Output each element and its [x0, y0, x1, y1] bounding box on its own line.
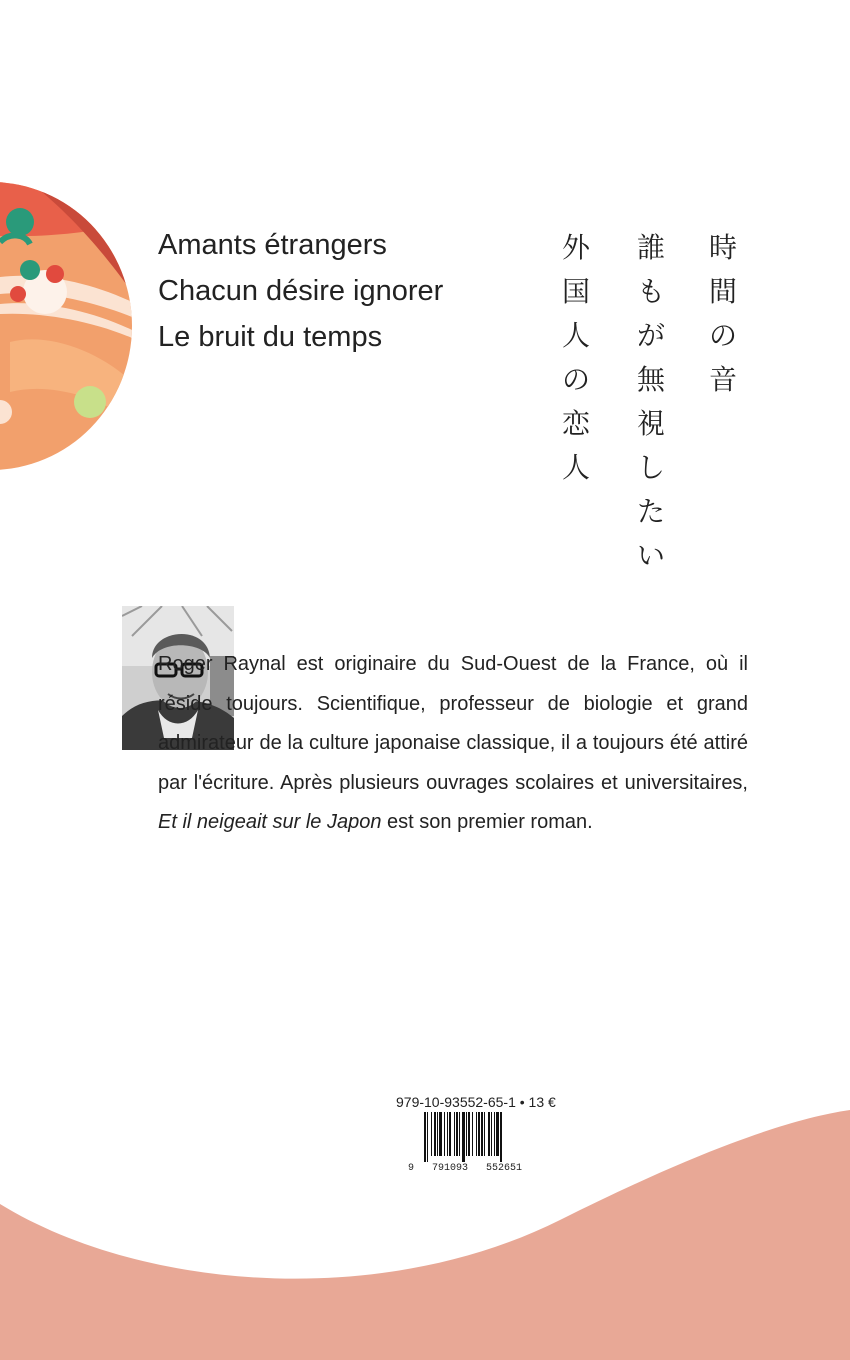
haiku-jp-char: 視 — [636, 407, 665, 440]
barcode-bar — [447, 1112, 448, 1156]
haiku-jp-char: が — [636, 319, 665, 352]
barcode-bar — [454, 1112, 455, 1156]
haiku-french — [158, 222, 443, 360]
haiku-jp-char: の — [708, 319, 737, 352]
haiku-jp-char: 外 — [561, 231, 590, 264]
haiku-jp-char: 音 — [708, 363, 737, 396]
haiku-fr-line-2: Chacun désire ignorer — [158, 275, 444, 307]
haiku-jp-char: 無 — [636, 363, 665, 396]
barcode-bar — [444, 1112, 445, 1156]
barcode-bar — [500, 1112, 502, 1162]
haiku-jp-char: い — [636, 539, 665, 572]
haiku-jp-char: 恋 — [561, 407, 590, 440]
barcode-bar — [496, 1112, 499, 1156]
barcode-bar — [456, 1112, 458, 1156]
barcode-bar — [439, 1112, 442, 1156]
barcode-bar — [488, 1112, 490, 1156]
haiku-jp-char: 時 — [708, 231, 737, 264]
haiku-jp-char: も — [636, 275, 665, 308]
bio-text: où il réside toujours. Scientifique, professeur de biologie et grand admirateur de la culture japonaise classique, il a toujours été attiré par l'écriture. Après plusieurs ouvrages scolaires et universitaires, — [158, 653, 748, 794]
haiku-jp-char: の — [561, 363, 590, 396]
haiku-fr-line-1: Amants étrangers — [158, 229, 387, 261]
barcode-bar — [466, 1112, 467, 1156]
barcode-bar — [459, 1112, 460, 1156]
barcode-bar — [449, 1112, 451, 1156]
haiku-jp-column-1 — [705, 226, 741, 402]
haiku-jp-char: 国 — [561, 275, 590, 308]
barcode-digits-right: 552651 — [486, 1163, 523, 1174]
barcode-bar — [494, 1112, 495, 1156]
haiku-fr-line-3: Le bruit du temps — [158, 321, 383, 353]
kimono-photo — [0, 182, 132, 470]
haiku-jp-char: た — [636, 495, 665, 528]
bio-end: est son premier roman. — [381, 811, 593, 833]
barcode-bars — [422, 1112, 540, 1162]
haiku-jp-char: 人 — [561, 451, 590, 484]
book-title: Et il neigeait sur le Japon — [158, 811, 382, 833]
haiku-jp-char: 間 — [708, 275, 737, 308]
barcode-bar — [431, 1112, 432, 1156]
bio-line-1: Roger Raynal est originaire du Sud-Ouest de la France, — [158, 653, 695, 675]
barcode-bar — [434, 1112, 436, 1156]
barcode-bar — [481, 1112, 483, 1156]
haiku-jp-char: 誰 — [636, 231, 665, 264]
barcode-bar — [484, 1112, 485, 1156]
barcode-bar — [424, 1112, 426, 1162]
barcode-bar — [472, 1112, 473, 1156]
haiku-jp-column-2 — [633, 226, 669, 578]
barcode-bar — [437, 1112, 438, 1156]
barcode-bar — [462, 1112, 465, 1162]
barcode-bar — [468, 1112, 470, 1156]
author-bio — [158, 645, 748, 843]
barcode-bar — [427, 1112, 428, 1162]
barcode-digit-lead: 9 — [408, 1163, 415, 1174]
barcode-digits-left: 791093 — [432, 1163, 469, 1174]
barcode-bar — [478, 1112, 480, 1156]
barcode-bar — [491, 1112, 492, 1156]
haiku-jp-column-3 — [558, 226, 594, 490]
haiku-jp-char: 人 — [561, 319, 590, 352]
isbn-price: 979-10-93552-65-1 • 13 € — [396, 1094, 556, 1110]
haiku-jp-char: し — [636, 451, 665, 484]
barcode-bar — [476, 1112, 477, 1156]
